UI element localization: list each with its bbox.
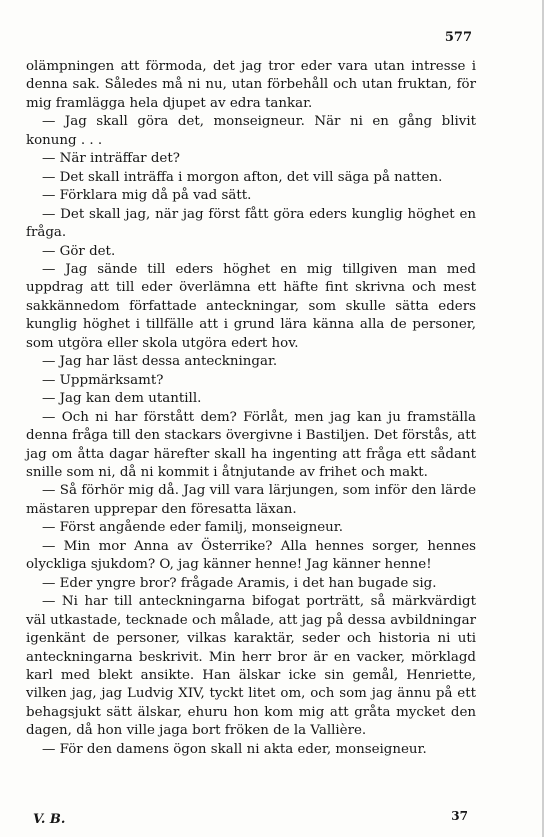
- paragraph: — Jag skall göra det, monseigneur. När ni en gång blivit konung . . .: [26, 114, 476, 148]
- paragraph: — Uppmärksamt?: [42, 372, 164, 388]
- paragraph: — Förklara mig då på vad sätt.: [42, 188, 252, 204]
- paragraph: — Det skall jag, när jag först fått göra eders kunglig höghet en fråga.: [26, 206, 476, 241]
- paragraph: — Jag kan dem utantill.: [42, 391, 202, 407]
- paragraph: — För den damens ögon skall ni akta eder, monseigneur.: [42, 741, 427, 757]
- paragraph: — Och ni har förstått dem? Förlåt, men jag kan ju framställa denna fråga till den stackars övergivne i Bastiljen. Det förstås, att jag om åtta dagar härefter skall ha ingenting att fråga ett sådant snille som ni, då ni kommit i åtnjutande av frihet och makt.: [26, 409, 476, 480]
- paragraph: — Min mor Anna av Österrike? Alla hennes sorger, hennes olyckliga sjukdom? O, jag känner henne! Jag känner henne!: [26, 538, 476, 573]
- paragraph: — Jag sände till eders höghet en mig tillgiven man med uppdrag att till eder överlämna ett häfte fint skrivna och mest sakkännedom författade anteckningar, som skulle sätta eders kunglig höghet i tillfälle att i grund lära känna alla de personer, som utgöra eller skola utgöra edert hov.: [26, 261, 476, 351]
- paragraph: — Eder yngre bror? frågade Aramis, i det han bugade sig.: [42, 575, 437, 591]
- page-number: 577: [444, 30, 472, 45]
- body-text: [26, 58, 476, 759]
- paragraph: — Ni har till anteckningarna bifogat porträtt, så märkvärdigt väl utkastade, tecknade och målade, att jag på dessa avbildningar igenkänt de personer, vilkas karaktär, seder och historia ni uti anteckningarna beskrivit. Min herr bror är en vacker, mörklagd karl med blekt ansikte. Han älskar icke sin gemål, Henriette, vilken jag, jag Ludvig XIV, tyckt litet om, och som jag ännu på ett behagsjukt sätt älskar, ehuru hon kom mig att gråta mycket den dagen, då hon ville jaga bort fröken de la Vallière.: [26, 594, 476, 739]
- paragraph: — Först angående eder familj, monseigneur.: [42, 520, 343, 536]
- paragraph: — Jag har läst dessa anteckningar.: [42, 354, 278, 370]
- paragraph: — Det skall inträffa i morgon afton, det vill säga på natten.: [42, 169, 443, 185]
- paragraph: — Så förhör mig då. Jag vill vara lärjungen, som inför den lärde mästaren upprepar den föresatta läxan.: [26, 483, 476, 517]
- paragraph: — När inträffar det?: [42, 151, 180, 167]
- paragraph: — Gör det.: [42, 243, 116, 259]
- paragraph: olämpningen att förmoda, det jag tror eder vara utan intresse i denna sak. Således må ni nu, utan förbehåll och utan fruktan, för mig framlägga hela djupet av edra tankar.: [26, 59, 476, 111]
- footer-signature: V. B.: [33, 812, 66, 827]
- footer-sheet-number: 37: [451, 809, 468, 823]
